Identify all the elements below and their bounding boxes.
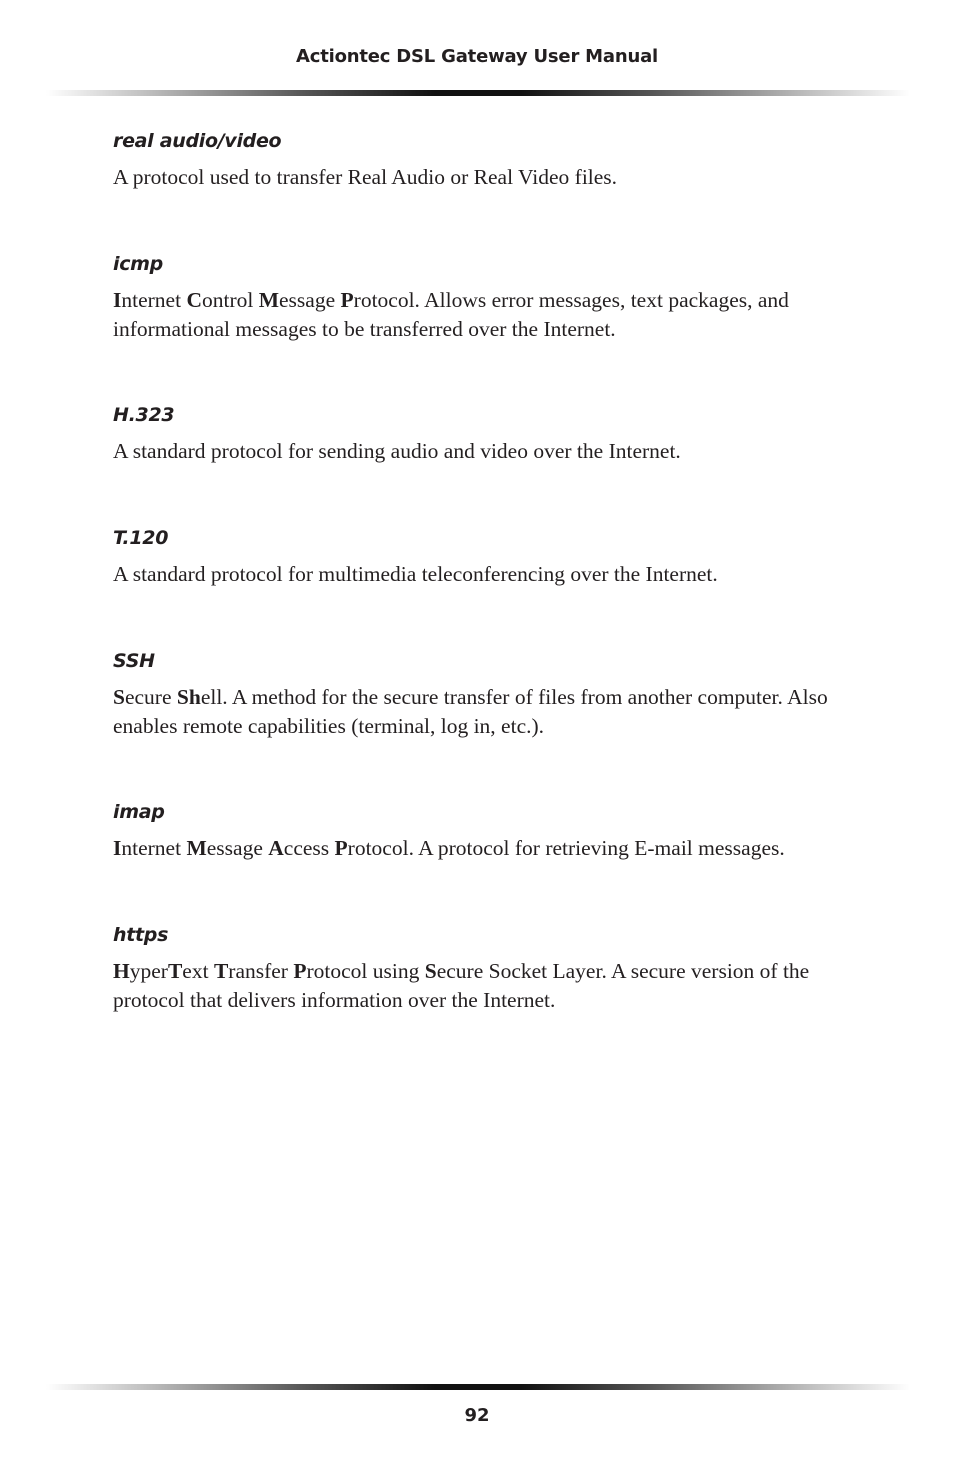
glossary-entry-icmp bbox=[113, 252, 873, 344]
glossary-definition bbox=[113, 834, 873, 863]
definition-initial: I bbox=[113, 836, 122, 860]
glossary-term: T.120 bbox=[113, 527, 169, 549]
glossary-entry-t120 bbox=[113, 526, 873, 589]
glossary-term: SSH bbox=[113, 650, 155, 672]
glossary-definition bbox=[113, 286, 873, 344]
definition-text: ecure Socket Layer. A secure version of the protocol that delivers information over the Internet. bbox=[113, 959, 810, 1012]
page-header-title: Actiontec DSL Gateway User Manual bbox=[296, 46, 658, 67]
definition-text: nternet bbox=[121, 288, 187, 312]
definition-initial: H bbox=[113, 959, 130, 983]
definition-text: essage bbox=[206, 836, 269, 860]
definition-initial: S bbox=[424, 959, 437, 983]
definition-text: A standard protocol for sending audio and video over the Internet. bbox=[113, 439, 681, 463]
definition-text: rotocol using bbox=[306, 959, 425, 983]
glossary-term: icmp bbox=[113, 253, 163, 275]
definition-initial: M bbox=[258, 288, 280, 312]
definition-initial: C bbox=[186, 288, 202, 312]
glossary-entry-ssh bbox=[113, 649, 873, 741]
glossary-entry-h323 bbox=[113, 403, 873, 466]
glossary-term: https bbox=[113, 924, 169, 946]
definition-initial: T bbox=[213, 959, 229, 983]
glossary-definition bbox=[113, 163, 873, 192]
definition-text: A standard protocol for multimedia teleconferencing over the Internet. bbox=[113, 562, 718, 586]
definition-initial: T bbox=[167, 959, 183, 983]
definition-text: rotocol. A protocol for retrieving E-mail messages. bbox=[347, 836, 785, 860]
glossary-entry-https bbox=[113, 923, 873, 1015]
definition-initial: Sh bbox=[176, 685, 201, 709]
definition-initial: S bbox=[113, 685, 125, 709]
definition-text: ccess bbox=[283, 836, 335, 860]
definition-initial: I bbox=[113, 288, 122, 312]
glossary-term: imap bbox=[113, 801, 165, 823]
glossary-term: real audio/video bbox=[113, 130, 282, 152]
definition-text: essage bbox=[279, 288, 341, 312]
glossary-entry-real-audio-video bbox=[113, 129, 873, 192]
definition-text: ecure bbox=[124, 685, 177, 709]
definition-text: ext bbox=[182, 959, 214, 983]
glossary-definition bbox=[113, 437, 873, 466]
definition-text: yper bbox=[129, 959, 168, 983]
definition-initial: A bbox=[268, 836, 284, 860]
definition-text: rotocol. Allows error messages, text packages, and informational messages to be transferred over the Internet. bbox=[113, 288, 789, 341]
glossary-definition bbox=[113, 957, 873, 1015]
glossary-definition bbox=[113, 560, 873, 589]
definition-text: ontrol bbox=[201, 288, 259, 312]
definition-text: A protocol used to transfer Real Audio or Real Video files. bbox=[113, 165, 618, 189]
definition-text: ransfer bbox=[228, 959, 294, 983]
glossary-term: H.323 bbox=[113, 404, 175, 426]
definition-initial: P bbox=[334, 836, 348, 860]
definition-text: nternet bbox=[121, 836, 187, 860]
glossary-definition bbox=[113, 683, 873, 741]
definition-text: ell. A method for the secure transfer of files from another computer. Also enables remote capabilities (terminal, log in, etc.). bbox=[113, 685, 828, 738]
header-divider bbox=[46, 90, 910, 96]
definition-initial: P bbox=[293, 959, 307, 983]
page-number: 92 bbox=[464, 1405, 490, 1426]
definition-initial: M bbox=[186, 836, 207, 860]
definition-initial: P bbox=[340, 288, 354, 312]
footer-divider bbox=[46, 1384, 910, 1390]
glossary-entry-imap bbox=[113, 800, 873, 863]
